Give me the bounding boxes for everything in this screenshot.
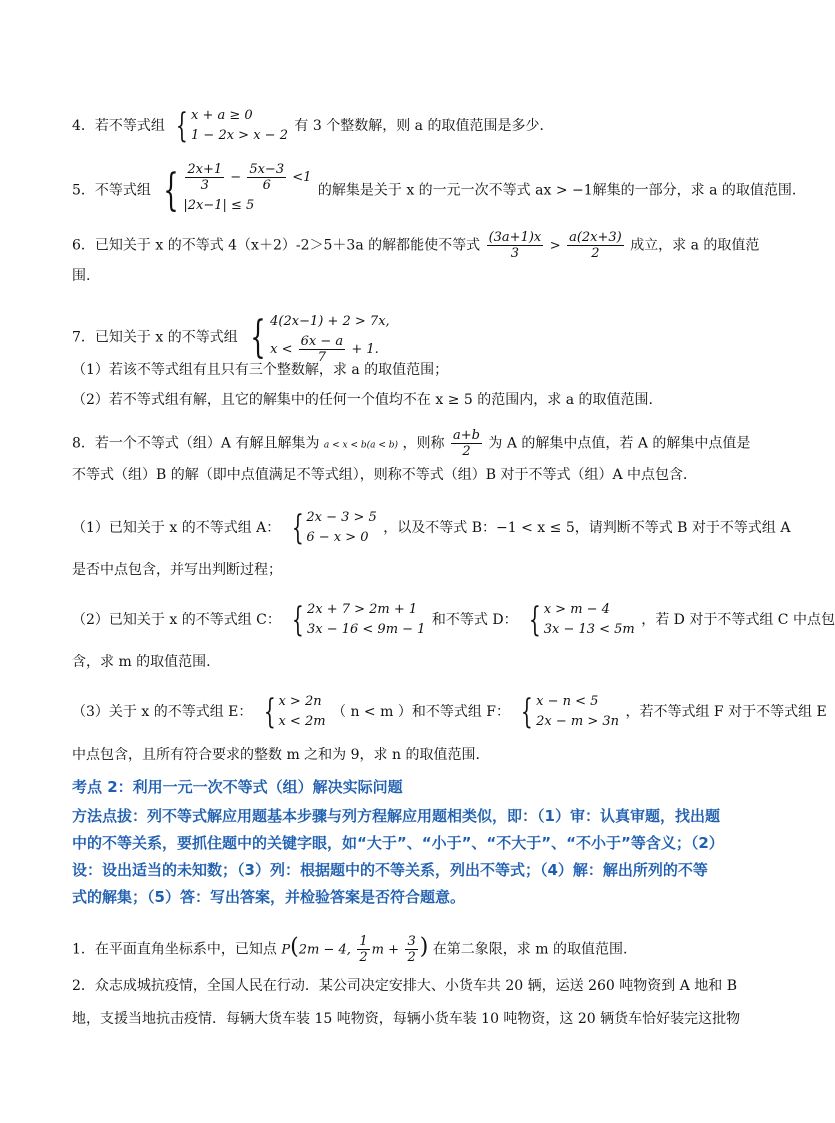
q6-frac1-num: (3a+1)x (488, 230, 542, 245)
q8-p3-mid: （ n < m ）和不等式组 F： (332, 704, 511, 720)
q8-p3-tail: ，若不等式组 F 对于不等式组 E (625, 704, 827, 720)
q6-stem: 6．已知关于 x 的不等式 4（x＋2）-2＞5＋3a 的解都能使不等式 (72, 237, 481, 254)
q5-tail: 的解集是关于 x 的一元一次不等式 ax > −1解集的一部分，求 a 的取值范围. (317, 182, 797, 199)
question-5 (72, 162, 796, 219)
q7-part-1: （1）若该不等式组有且只有三个整数解，求 a 的取值范围； (72, 362, 449, 378)
q8-stem: 8．若一个不等式（组）A 有解且解集为 (72, 435, 320, 452)
q4-tail: 有 3 个整数解，则 a 的取值范围是多少． (294, 118, 554, 134)
q5-frac2-num: 5x−3 (249, 162, 285, 177)
q8-frac-den: 2 (462, 444, 471, 459)
p1-frac1-num: 1 (359, 934, 368, 949)
q5-row1-tail: <1 (292, 170, 312, 185)
q8-p1-row-1: 2x − 3 > 5 (306, 510, 377, 525)
q7-row-1: 4(2x−1) + 2 > 7x, (270, 314, 390, 329)
q7-frac-den: 7 (317, 350, 327, 365)
q8-p1-tail: ，以及不等式 B：−1 < x ≤ 5，请判断不等式 B 对于不等式组 A (383, 520, 791, 536)
q6-frac1-den: 3 (510, 246, 520, 261)
q8-p2-d-row-2: 3x − 13 < 5m (543, 622, 635, 637)
q8-p3-e-row-1: x > 2n (278, 694, 322, 709)
question-8 (72, 428, 750, 459)
question-6 (72, 230, 759, 261)
p1-frac2-den: 2 (407, 950, 416, 965)
p1-stem: 1．在平面直角坐标系中，已知点 (72, 941, 277, 958)
q8-p2-d-row-1: x > m − 4 (543, 602, 610, 617)
q8-p2-continuation: 含，求 m 的取值范围. (72, 654, 211, 670)
q6-continuation: 围. (72, 268, 91, 284)
q8-mid: ，则称 (402, 435, 445, 452)
q5-frac1-num: 2x+1 (187, 162, 223, 177)
section-2-title: 考点 2：利用一元一次不等式（组）解决实际问题 (72, 778, 403, 796)
q8-p3-e-row-2: x < 2m (278, 714, 326, 729)
p1-frac1-den: 2 (359, 950, 368, 965)
q8-condition: a < x < b(a < b) (323, 440, 399, 451)
practice-2-line-1: 2．众志成城抗疫情，全国人民在行动．某公司决定安排大、小货车共 20 辆，运送 260 吨物资到 A 地和 B (72, 978, 737, 994)
q7-system: { 4(2x−1) + 2 > 7x, x < $\frac{6x - a}{7}$ + 1. (250, 311, 390, 365)
p1-point: P (281, 942, 291, 958)
practice-1: 1．在平面直角坐标系中，已知点 P(2m − 4, $\frac{1}{2}$ m + $\frac{3}{2}$ ) 在第二象限，求 m 的取值范围. (72, 934, 628, 965)
q5-row-2: |2x−1| ≤ 5 (183, 198, 255, 213)
q8-p1-stem: （1）已知关于 x 的不等式组 A： (72, 520, 281, 536)
p1-tail: 在第二象限，求 m 的取值范围. (432, 941, 628, 958)
q5-system: { $\frac{2x+1}{3}$ − $\frac{5x-3}{6}$ <1 |2x−1| ≤ 5 (157, 162, 311, 219)
q8-p3-stem: （3）关于 x 的不等式组 E： (72, 704, 253, 720)
q8-p2-system-d: { x > m − 4 3x − 13 < 5m (528, 600, 635, 640)
q7-frac-num: 6x − a (300, 334, 344, 349)
q5-frac1-den: 3 (200, 178, 209, 193)
q8-part-3 (72, 692, 827, 732)
q8-p2-system-c: { 2x + 7 > 2m + 1 3x − 16 < 9m − 1 (292, 600, 426, 640)
q7-row2-post: + 1. (351, 342, 379, 357)
q7-stem: 7．已知关于 x 的不等式组 (72, 329, 238, 346)
q8-p3-f-row-1: x − n < 5 (536, 694, 599, 709)
q5-frac2-den: 6 (262, 178, 271, 193)
method-tip: 方法点拔：列不等式解应用题基本步骤与列方程解应用题相类似，即：（1）审：认真审题，找出题中的不等关系，要抓住题中的关键字眼，如“大于”、“小于”、“不大于”、“不小于”等含义；（2）设：设出适当的未知数；（3）列：根据题中的不等关系，列出不等式；（4）解：解出所列的不等式的解集；（5）答：写出答案，并检验答案是否符合题意。 (72, 807, 720, 906)
practice-2-line-2: 地，支援当地抗击疫情．每辆大货车装 15 吨物资，每辆小货车装 10 吨物资，这 20 辆货车恰好装完这批物 (72, 1011, 741, 1027)
q4-system: { x + a ≥ 0 1 − 2x > x − 2 (176, 106, 288, 146)
q8-part-1 (72, 508, 790, 548)
q8-p1-system: { 2x − 3 > 5 6 − x > 0 (291, 508, 377, 548)
q8-p3-f-row-2: 2x − m > 3n (536, 714, 619, 729)
q8-tail: 为 A 的解集中点值，若 A 的解集中点值是 (488, 435, 751, 452)
q4-row-2: 1 − 2x > x − 2 (191, 128, 288, 143)
q8-continuation: 不等式（组）B 的解（即中点值满足不等式组），则称不等式（组）B 对于不等式（组）A 中点包含． (72, 467, 698, 483)
q8-p2-c-row-2: 3x − 16 < 9m − 1 (306, 622, 426, 637)
question-7 (72, 310, 392, 365)
q5-row-1: $\frac{2x+1}{3}$ − $\frac{5x-3}{6}$ <1 (187, 162, 312, 193)
q5-stem: 5．不等式组 (72, 182, 151, 199)
question-4 (72, 106, 553, 146)
q4-row-1: x + a ≥ 0 (191, 108, 253, 123)
q8-p2-tail: ，若 D 对于不等式组 C 中点包 (641, 612, 835, 628)
q8-part-2 (72, 600, 835, 640)
q8-frac-num: a+b (452, 428, 480, 443)
q8-p3-continuation: 中点包含，且所有符合要求的整数 m 之和为 9，求 n 的取值范围. (72, 747, 480, 763)
q6-tail: 成立，求 a 的取值范 (630, 237, 760, 254)
q8-p1-continuation: 是否中点包含，并写出判断过程； (72, 562, 282, 578)
q8-p3-system-e: { x > 2n x < 2m (263, 692, 326, 732)
q6-frac2-num: a(2x+3) (569, 230, 622, 245)
q8-p1-row-2: 6 − x > 0 (306, 530, 369, 545)
q4-stem: 4．若不等式组 (72, 118, 165, 134)
q8-p2-stem: （2）已知关于 x 的不等式组 C： (72, 612, 281, 628)
q7-part-2: （2）若不等式组有解，且它的解集中的任何一个值均不在 x ≥ 5 的范围内，求 a 的取值范围. (72, 392, 653, 408)
q7-row2-pre: x < (270, 342, 293, 357)
q6-frac2-den: 2 (591, 246, 600, 261)
q6-relation: > (549, 238, 561, 254)
p1-coord-1: 2m − 4, (298, 942, 351, 958)
q8-p3-system-f: { x − n < 5 2x − m > 3n (521, 692, 619, 732)
q8-p2-mid: 和不等式 D： (431, 612, 518, 628)
p1-coord-2: m + (371, 942, 399, 958)
q8-p2-c-row-1: 2x + 7 > 2m + 1 (306, 602, 418, 617)
p1-frac2-num: 3 (407, 934, 416, 949)
